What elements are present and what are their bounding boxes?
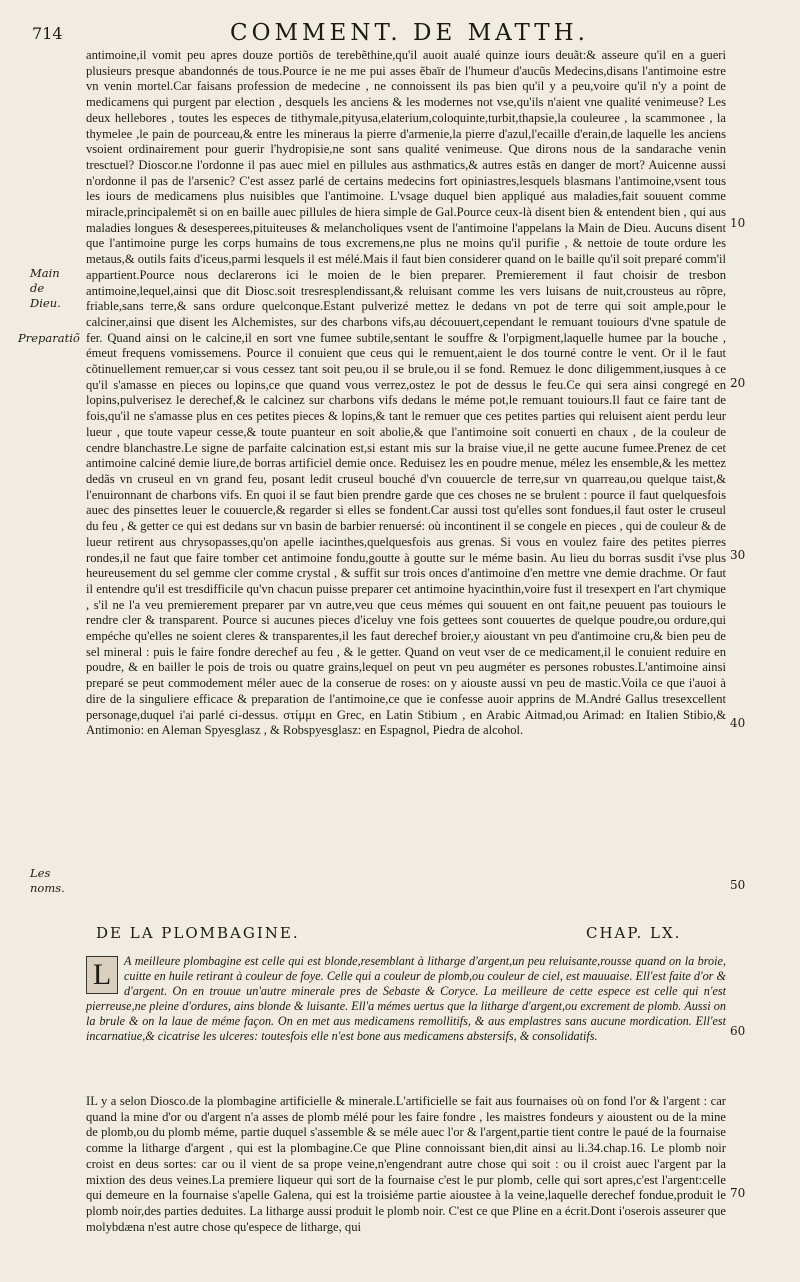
margin-note-les-noms: Les noms.: [30, 866, 65, 895]
line-number: 10: [730, 216, 746, 230]
chapter-number: CHAP. LX.: [586, 924, 682, 942]
chapter-title: DE LA PLOMBAGINE.: [96, 924, 300, 942]
dioscorides-quote: [86, 954, 726, 1080]
page-number: 714: [32, 24, 63, 43]
line-number: 60: [730, 1024, 746, 1038]
line-number: 40: [730, 716, 746, 730]
margin-note-main-de-dieu: Main de Dieu.: [30, 266, 61, 310]
line-number: 70: [730, 1186, 746, 1200]
show-through-area: [736, 590, 798, 750]
quote-text: A meilleure plombagine est celle qui est blonde,resemblant à litharge d'argent,un peu reluisante,rousse quand on la broie, cuitte en huile retirant à couleur de foye. Celle qui a couleur de plomb,ou couleur de ciel, est mauuaise. Ell'est faite d'or & d'argent. On en trouue un'autre minerale pres de Sebaste & Coryce. La meilleure de cette espece est celle qui n'est pierreuse,ne pleine d'ordures, ains blonde & luisante. Ell'a mémes uertus que la litharge d'argent,ou excrement de plomb. Aussi on la brule & on la laue de méme façon. On en met aus medicamens remollitifs, & aus emplastres sans aucune mordication. Ell'est incarnatiue,& cicatrise les ulceres: toutesfois elle n'est bone aus medicamens abstersifs, & consolidatifs.: [86, 954, 726, 1044]
commentary-text: IL y a selon Diosco.de la plombagine artificielle & minerale.L'artificielle se fait aus fournaises où on fond l'or & l'argent : car quand la mine d'or ou d'argent n'a asses de plomb mélé pour les faire fondre , les maistres fondeurs y aioustent ou de la mine de plomb,ou du plomb méme, partie duquel s'assemble & se méle auec l'or & l'argent,partie tient contre le paué de la fournaise comme la litharge d'argent , qui est la plombagine.Ce que Pline connoissant bien,dit ainsi au li.34.chap.16. Le plomb noir croist en deus sortes: car ou il vient de sa prope veine,n'engendrant autre chose qui soit : ou il croist auec l'argent par la mixtion des deus veines.La premiere liqueur qui sort de la fournaise c'est le pur plomb, celle qui sort apres,c'est l'argent:celle qui demeure en la fournaise s'apelle Galena, qui est la troisiéme partie aioustee à la veine,laquelle derechef fondue,produit le plomb noir,des parties deduites. La litharge aussi produit le plomb noir. C'est ce que Pline en a écrit.Dont i'oserois asseurer que molybdæna n'est autre chose qu'espece de litharge, qui: [86, 1094, 726, 1234]
line-number: 20: [730, 376, 746, 390]
line-number: 50: [730, 878, 746, 892]
body-paragraph: antimoine,il vomit peu apres douze portiõs de terebẽthine,qu'il auoit aualé quinze iours deuãt:& asseure qu'il en a gueri plusieurs presque abandonnés de tous.Pource ie ne me pui asses ẽbaïr de l'humeur d'aucũs Medecins,disans l'antimoine estre vn venin mortel.Car faisans profession de medecine , ne connoissent ils pas bien qu'il y a peu,voire qu'il n'y a point de medicamens qui purgent par election , desquels les anciens & les modernes not vse,qu'ils n'aient vne qualité venimeuse? Les deux hellebores , toutes les especes de tithymale,pityusa,elaterium,coloquinte,turbit,thapsie,la couleuree , la scammonee , la thymelee ,le pain de pourceau,& entre les mineraus la pierre d'armenie,la pierre d'azul,l'ecaille d'erain,de laquelle les anciens vsoient ordinairement pour guerir l'hydropisie,ne sont sans qualité venimeuse. Que dirons nous de la sandarache venin tresctuel? Dioscor.ne l'ordonne il pas auec miel en pillules aus asthmatics,& autres estãs en danger de mort? Auicenne aussi n'ordonne il pas de l'arsenic? C'est assez parlé de certains medecins fort opiniastres,lesquels blasmans l'antimoine,vsent tous les iours de medicamens plus nuisibles que l'antimoine. L'vsage duquel bien appliqué aus maladies,fait souuent comme miracle,principalemẽt si on en baille auec pillules de hiera simple de Gal.Pource ceux-là disent bien & entendent bien , qui aus maladies longues & desesperees,pituiteuses & melancholiques vsent de l'antimoine l'appelans la Main de Dieu. Aucuns disent que l'antimoine purge les corps humains de tous excremens,ne plus ne moins qu'il purifie , & nettoie de toute ordure les metaus,& outils faits d'iceus,parmi lesquels il est mélé.Mais il faut bien considerer quand on le baille qu'il soit preparé comm'il appartient.Pource nous declarerons ici le moien de le bien preparer. Premierement il faut choisir de tresbon antimoine,lequel,ainsi que dit Diosc.soit tresresplendissant,& reluisant comme les vers luisans de nuit,crousteus au rõpre, friable,sans terre,& sans ordure quelconque.Estant pulverizé mettez le dedans vn pot de terre qui soit ample,pour le calciner,ainsi que disent les Alchemistes, sur des charbons vifs,au découuert,cependant le remuant touiours d'vne spatule de fer. Quand ainsi on le calcine,il en sort vne fumee subtile,sentant le souffre & l'orpigment,laquelle humee par la bouche , émeut frequens vomissemens. Pource il conuient que ceus qui le remuent,aient le dos tourné contre le vent. Or il le faut cõtinuellement remuer,car si vous cessez tant soit peu,ou il se brule,ou il se fond. Remuez le donc diligemment,iusques à ce qu'il s'amasse en pieces ou lopins,ce que quand vous verrez,ostez le pot de dessus le feu.Ce qui sera ainsi congregé en lopins,pulverisez le derechef,& le calcinez sur charbons vifs dedans le méme pot,le remuant touiours.Il faut ce faire tant de fois,qu'il ne s'amasse plus en ces petites pieces & lopins,& tant le remuer que ces petites parties qui reluisent aient perdu leur lueur , que toute vapeur cesse,& toute puanteur en soit abolie,& que l'antimoine soit conuerti en chaux , de la couleur de cendre blanchastre.Le signe de parfaite calcination est,si estant mis sur la braise viue,il ne gette aucune fumee.Prenez de cet antimoine calciné demie liure,de borras artificiel demie once. Reduisez les en poudre menue, mélez les ensemble,& les mettez dedãs vn cruseul en vn grand feu, posant ledit cruseul bouché d'vn couuercle de terre,sur vn quarreau,ou quelque taist,& l'enuironnant de charbons vifs. En quoi il se faut bien prendre garde que ces choses ne se brulent : pource il faut quelquesfois auec des pinsettes leuer le couuercle,& regarder si elles se fondent.Car aussi tost qu'elles sont fondues,il faut oster le cruseul du feu , & getter ce qui est dedans sur vn basin de barbier renuersé: où incontinent il se congele en pieces , qui de couleur & de lueur retirent aus chrysopasses,qu'on apelle iacinthes,quelquesfois aus grenas. Si vous en voulez faire des petites pierres rondes,il ne faut que faire tomber cet antimoine fondu,goutte à goutte sur le méme basin. Au lieu du borras susdit i'vse plus heureusement du sel gemme cler comme crystal , & suffit sur trois onces d'antimoine d'en mettre vne demie drachme. Or faut il entendre qu'il est tresdifficile qu'vn chacun puisse preparer cet antimoine hyacinthin,voire fust il tresexpert en l'art chymique , s'il ne l'a veu premierement preparer par vn autre,veu que ceus mémes qui souuent en ont fait,ne peuuent pas touiours le rendre cler & transparent. Pource si aucunes pieces d'iceluy vne fois gettees sont couuertes de quelque poudre,ou ordure,qui empéche qu'elles ne soient cleres & transparentes,il les faut derechef broier,y aioustant vn peu d'antimoine cru,& bien peu de sel mineral : puis le faire fondre derechef au feu , & le getter. Quand on veut vser de ce medicament,il le conuient reduire en poudre, & en bailler le pois de trois ou quatre grains,lequel on peut vn peu augméter es persones robustes.L'antimoine ainsi preparé se peut commodement méler auec de la conserue de roses: on y aiouste aussi vn peu de mastic.Voila ce que i'auoi à dire de la singuliere efficace & preparation de l'antimoine,ce que ie confesse auoir apprins de M.André Gallus tresexcellent personage,duquel i'ai parlé ci-dessus. στίμμι en Grec, en Latin Stibium , en Arabic Aitmad,ou Arimad: en Italien Stibio,& Antimonio: en Aleman Spyesglasz , & Robspyesglasz: en Espagnol, Piedra de alcohol.: [86, 48, 726, 738]
main-text-block: [86, 48, 726, 902]
margin-note-preparation: Preparatiõ: [18, 331, 80, 345]
line-number: 30: [730, 548, 746, 562]
running-head: COMMENT. DE MATTH.: [230, 20, 589, 46]
decorated-initial: L: [86, 956, 118, 994]
commentary-block: [86, 1094, 726, 1280]
